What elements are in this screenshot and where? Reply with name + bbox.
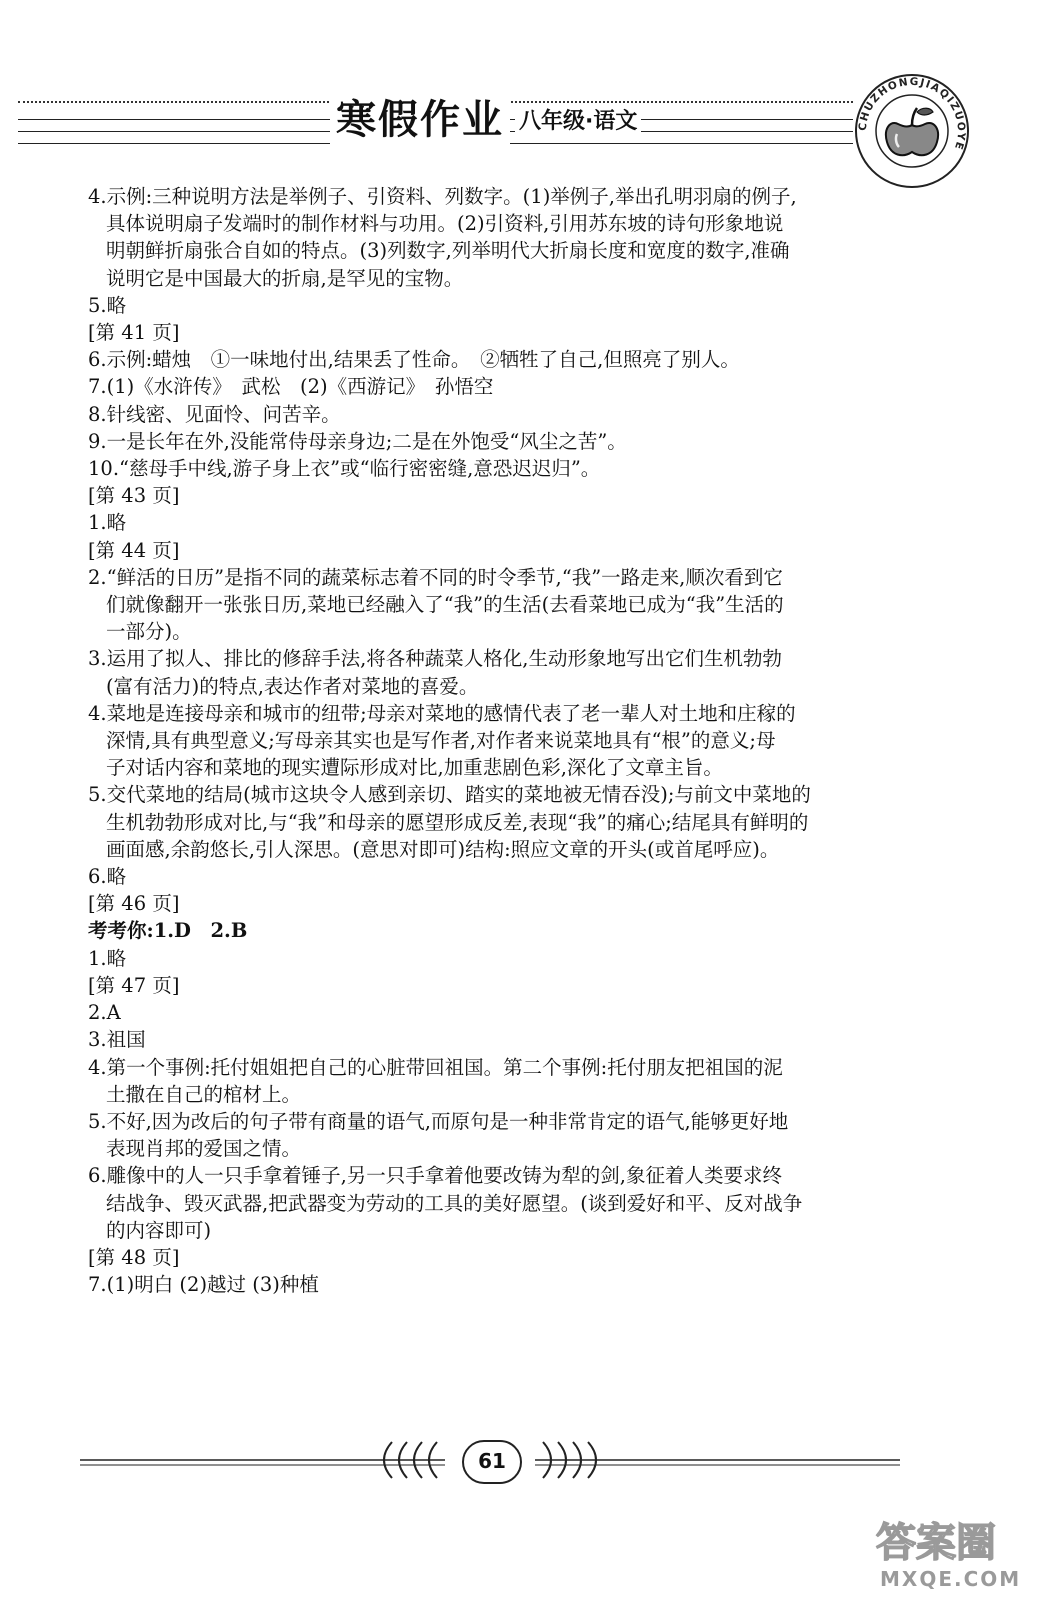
answer-line: 9.一是长年在外,没能常侍母亲身边;二是在外饱受“风尘之苦”。 — [88, 429, 627, 453]
answer-line: 5.不好,因为改后的句子带有商量的语气,而原句是一种非常肯定的语气,能够更好地 — [88, 1109, 789, 1133]
answer-line: 4.菜地是连接母亲和城市的纽带;母亲对菜地的感情代表了老一辈人对土地和庄稼的 — [88, 701, 796, 725]
answer-line: 7.(1)《水浒传》 武松 (2)《西游记》 孙悟空 — [88, 375, 494, 399]
answer-line-continuation: 明朝鲜折扇张合自如的特点。(3)列数字,列举明代大折扇长度和宽度的数字,准确 — [106, 239, 790, 263]
answer-line-continuation: 深情,具有典型意义;写母亲其实也是写作者,对作者来说菜地具有“根”的意义;母 — [106, 729, 776, 753]
answer-line-continuation: 表现肖邦的爱国之情。 — [106, 1137, 302, 1161]
answer-line: 1.略 — [88, 946, 127, 970]
page-section-header: [第 41 页] — [88, 321, 180, 345]
apple-badge-icon — [853, 72, 971, 190]
answer-line: 3.祖国 — [88, 1028, 146, 1052]
answer-line: 3.运用了拟人、排比的修辞手法,将各种蔬菜人格化,生动形象地写出它们生机勃勃 — [88, 647, 783, 671]
page-section-header: [第 47 页] — [88, 973, 180, 997]
book-title: 寒假作业 — [330, 88, 510, 145]
answer-line-continuation: 画面感,余韵悠长,引人深思。(意思对即可)结构:照应文章的开头(或首尾呼应)。 — [106, 837, 780, 861]
page-section-header: [第 44 页] — [88, 538, 180, 562]
answer-line: 6.略 — [88, 865, 127, 889]
answer-line-continuation: 土撒在自己的棺材上。 — [106, 1082, 302, 1106]
answer-line: 10.“慈母手中线,游子身上衣”或“临行密密缝,意恐迟迟归”。 — [88, 457, 601, 481]
page-number: 61 — [462, 1440, 522, 1484]
answer-line-continuation: 子对话内容和菜地的现实遭际形成对比,加重悲剧色彩,深化了文章主旨。 — [106, 756, 723, 780]
answer-line: 4.第一个事例:托付姐姐把自己的心脏带回祖国。第二个事例:托付朋友把祖国的泥 — [88, 1055, 783, 1079]
answer-line-continuation: (富有活力)的特点,表达作者对菜地的喜爱。 — [106, 674, 479, 698]
answer-line-continuation: 具体说明扇子发端时的制作材料与功用。(2)引资料,引用苏东坡的诗句形象地说 — [106, 212, 784, 236]
answer-line-continuation: 结战争、毁灭武器,把武器变为劳动的工具的美好愿望。(谈到爱好和平、反对战争 — [106, 1191, 803, 1215]
page-section-header: [第 48 页] — [88, 1245, 180, 1269]
answer-line: 5.交代菜地的结局(城市这块令人感到亲切、踏实的菜地被无情吞没);与前文中菜地的 — [88, 783, 811, 807]
answer-content — [88, 183, 928, 1298]
answer-line-continuation: 的内容即可) — [106, 1218, 212, 1242]
page-section-header: [第 46 页] — [88, 892, 180, 916]
answer-line: 6.雕像中的人一只手拿着锤子,另一只手拿着他要改铸为犁的剑,象征着人类要求终 — [88, 1164, 783, 1188]
answer-line: 7.(1)明白 (2)越过 (3)种植 — [88, 1273, 319, 1297]
answer-line-continuation: 说明它是中国最大的折扇,是罕见的宝物。 — [106, 266, 464, 290]
watermark-url: MXQE.COM — [880, 1567, 1022, 1591]
watermark-text: 答案圈 — [876, 1520, 996, 1566]
book-subtitle: 八年级·语文 — [515, 104, 641, 135]
answer-line-continuation: 生机勃勃形成对比,与“我”和母亲的愿望形成反差,表现“我”的痛心;结尾具有鲜明的 — [106, 810, 809, 834]
answer-line: 考考你:1.D 2.B — [88, 919, 248, 943]
answer-line: 6.示例:蜡烛 ①一味地付出,结果丢了性命。 ②牺牲了自己,但照亮了别人。 — [88, 348, 740, 372]
answer-line: 2.A — [88, 1001, 121, 1025]
answer-line: 4.示例:三种说明方法是举例子、引资料、列数字。(1)举例子,举出孔明羽扇的例子, — [88, 185, 797, 208]
answer-line-continuation: 一部分)。 — [106, 620, 192, 644]
answer-line: 8.针线密、见面怜、问苦辛。 — [88, 402, 341, 426]
page-header — [0, 0, 1062, 175]
answer-line: 1.略 — [88, 511, 127, 535]
badge-text: CHUZHONGJIAQIZUOYE — [856, 75, 968, 153]
answer-line-continuation: 们就像翻开一张张日历,菜地已经融入了“我”的生活(去看菜地已成为“我”生活的 — [106, 593, 784, 617]
answer-line: 5.略 — [88, 293, 127, 317]
answer-line: 2.“鲜活的日历”是指不同的蔬菜标志着不同的时令季节,“我”一路走来,顺次看到它 — [88, 565, 783, 589]
page-section-header: [第 43 页] — [88, 484, 180, 508]
watermark-logo — [870, 1508, 1040, 1593]
